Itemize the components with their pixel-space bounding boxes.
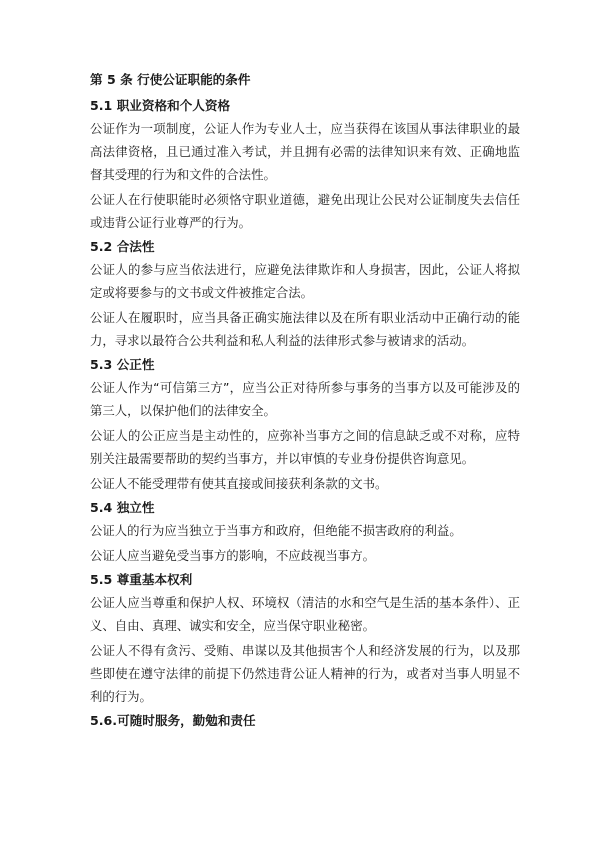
paragraph: 公证作为一项制度，公证人作为专业人士，应当获得在该国从事法律职业的最高法律资格，且已通过准入考试，并且拥有必需的法律知识来有效、正确地监督其受理的行为和文件的合法性。	[90, 121, 520, 182]
paragraph: 公证人应当尊重和保护人权、环境权（清洁的水和空气是生活的基本条件）、正义、自由、真理、诚实和安全，应当保守职业秘密。	[90, 595, 520, 633]
paragraph: 公证人应当避免受当事方的影响，不应歧视当事方。	[90, 548, 375, 563]
section-heading-5-6: 5.6.可随时服务，勤勉和责任	[90, 713, 256, 728]
paragraph: 公证人在行使职能时必须恪守职业道德，避免出现让公民对公证制度失去信任或违背公证行业尊严的行为。	[90, 192, 520, 230]
paragraph: 公证人的行为应当独立于当事方和政府，但绝能不损害政府的利益。	[90, 523, 462, 538]
article-title: 第 5 条 行使公证职能的条件	[90, 72, 251, 87]
section-heading-5-5: 5.5 尊重基本权利	[90, 572, 193, 587]
document-page	[90, 69, 520, 732]
section-heading-5-3: 5.3 公正性	[90, 357, 155, 372]
paragraph: 公证人不能受理带有使其直接或间接获利条款的文书。	[90, 476, 388, 491]
paragraph: 公证人的公正应当是主动性的，应弥补当事方之间的信息缺乏或不对称，应特别关注最需要帮助的契约当事方，并以审慎的专业身份提供咨询意见。	[90, 428, 520, 466]
paragraph: 公证人在履职时，应当具备正确实施法律以及在所有职业活动中正确行动的能力，寻求以最符合公共利益和私人利益的法律形式参与被请求的活动。	[90, 310, 520, 348]
paragraph: 公证人作为“可信第三方”，应当公正对待所参与事务的当事方以及可能涉及的第三人，以保护他们的法律安全。	[90, 380, 520, 418]
section-heading-5-2: 5.2 合法性	[90, 239, 155, 254]
paragraph: 公证人的参与应当依法进行，应避免法律欺诈和人身损害，因此，公证人将拟定或将要参与的文书或文件被推定合法。	[90, 262, 520, 300]
section-heading-5-1: 5.1 职业资格和个人资格	[90, 98, 231, 113]
paragraph: 公证人不得有贪污、受贿、串谋以及其他损害个人和经济发展的行为，以及那些即使在遵守法律的前提下仍然违背公证人精神的行为，或者对当事人明显不利的行为。	[90, 643, 520, 704]
section-heading-5-4: 5.4 独立性	[90, 500, 155, 515]
